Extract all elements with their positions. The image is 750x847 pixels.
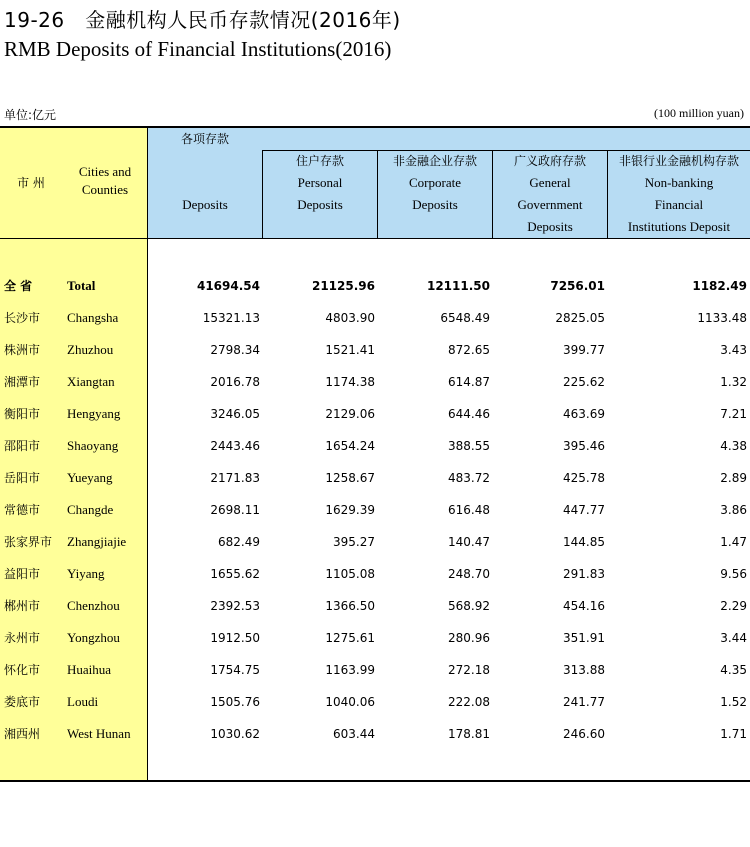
row-city-en: Yueyang xyxy=(67,470,113,485)
row-government: 463.69 xyxy=(563,407,605,421)
row-city-en: Total xyxy=(67,278,96,293)
row-city-cn: 常德市 xyxy=(4,503,41,517)
row-deposits: 1912.50 xyxy=(210,631,260,645)
row-corporate: 280.96 xyxy=(448,631,490,645)
row-city-en: Changsha xyxy=(67,310,119,325)
row-deposits: 2392.53 xyxy=(210,599,260,613)
row-corporate: 614.87 xyxy=(448,375,490,389)
row-nonbank: 3.86 xyxy=(720,503,747,517)
row-city-en: Xiangtan xyxy=(67,374,115,389)
row-city-en: Shaoyang xyxy=(67,438,119,453)
row-city-en: Zhuzhou xyxy=(67,342,114,357)
row-nonbank: 3.43 xyxy=(720,343,747,357)
table-row-total xyxy=(0,270,750,302)
row-government: 225.62 xyxy=(563,375,605,389)
row-nonbank: 1.47 xyxy=(720,535,747,549)
header-gov-cn: 广义政府存款 xyxy=(513,154,586,168)
row-nonbank: 1133.48 xyxy=(697,311,747,325)
row-city-en: Chenzhou xyxy=(67,598,120,613)
row-personal: 1105.08 xyxy=(325,567,375,581)
row-city-cn: 郴州市 xyxy=(4,599,41,613)
row-personal: 1654.24 xyxy=(325,439,375,453)
row-city-en: Yiyang xyxy=(67,566,105,581)
row-deposits: 2698.11 xyxy=(210,503,260,517)
row-city-cn: 岳阳市 xyxy=(4,471,41,485)
header-corporate-cn: 非金融企业存款 xyxy=(392,154,477,168)
row-city-cn: 益阳市 xyxy=(4,567,41,581)
row-corporate: 248.70 xyxy=(448,567,490,581)
row-nonbank: 4.35 xyxy=(720,663,747,677)
row-nonbank: 2.89 xyxy=(720,471,747,485)
row-nonbank: 2.29 xyxy=(720,599,747,613)
row-city-cn: 衡阳市 xyxy=(4,407,41,421)
row-personal: 21125.96 xyxy=(311,279,375,293)
row-nonbank: 7.21 xyxy=(720,407,747,421)
row-city-cn: 怀化市 xyxy=(4,663,41,677)
header-deposits-en: Deposits xyxy=(182,197,228,212)
table-bottom-rule xyxy=(0,780,750,782)
row-nonbank: 9.56 xyxy=(720,567,747,581)
table-row xyxy=(0,558,750,590)
header-nonbank-en-2: Financial xyxy=(654,197,704,212)
row-personal: 4803.90 xyxy=(325,311,375,325)
row-city-cn: 邵阳市 xyxy=(4,439,41,453)
row-personal: 1521.41 xyxy=(325,343,375,357)
table-row xyxy=(0,334,750,366)
table-row xyxy=(0,430,750,462)
row-deposits: 1655.62 xyxy=(210,567,260,581)
row-deposits: 2443.46 xyxy=(210,439,260,453)
row-government: 454.16 xyxy=(563,599,605,613)
row-government: 313.88 xyxy=(563,663,605,677)
table-row xyxy=(0,526,750,558)
row-government: 447.77 xyxy=(563,503,605,517)
table-row xyxy=(0,654,750,686)
table-number: 19-26 xyxy=(4,8,65,32)
row-city-cn: 湘西州 xyxy=(4,727,41,741)
row-government: 395.46 xyxy=(563,439,605,453)
header-deposits-cn: 各项存款 xyxy=(180,132,229,146)
page-title-en: RMB Deposits of Financial Institutions(2016) xyxy=(4,37,392,61)
row-nonbank: 1.52 xyxy=(720,695,747,709)
row-personal: 1275.61 xyxy=(325,631,375,645)
row-corporate: 140.47 xyxy=(448,535,490,549)
row-city-en: Yongzhou xyxy=(67,630,120,645)
header-bottom-rule xyxy=(0,238,750,239)
row-government: 2825.05 xyxy=(555,311,605,325)
header-personal-en-2: Deposits xyxy=(297,197,343,212)
row-corporate: 6548.49 xyxy=(440,311,490,325)
table-row xyxy=(0,718,750,750)
row-corporate: 568.92 xyxy=(448,599,490,613)
row-personal: 1366.50 xyxy=(325,599,375,613)
row-city-en: Hengyang xyxy=(67,406,121,421)
row-deposits: 2016.78 xyxy=(210,375,260,389)
row-city-cn: 株洲市 xyxy=(4,343,41,357)
row-government: 246.60 xyxy=(563,727,605,741)
table-row xyxy=(0,302,750,334)
row-government: 241.77 xyxy=(563,695,605,709)
unit-label-en: (100 million yuan) xyxy=(654,106,744,120)
header-corporate-en-2: Deposits xyxy=(412,197,458,212)
row-personal: 1629.39 xyxy=(325,503,375,517)
header-gov-en-2: Government xyxy=(517,197,583,212)
row-corporate: 178.81 xyxy=(448,727,490,741)
row-city-cn: 张家界市 xyxy=(4,535,53,549)
row-corporate: 872.65 xyxy=(448,343,490,357)
table-row xyxy=(0,366,750,398)
table-row xyxy=(0,462,750,494)
row-deposits: 1505.76 xyxy=(210,695,260,709)
header-gov-en-3: Deposits xyxy=(527,219,573,234)
row-city-en: Zhangjiajie xyxy=(67,534,127,549)
row-personal: 395.27 xyxy=(333,535,375,549)
header-corporate xyxy=(378,150,492,216)
table-row xyxy=(0,398,750,430)
header-government xyxy=(493,150,607,238)
unit-label-cn: 单位:亿元 xyxy=(4,108,57,122)
row-city-cn: 永州市 xyxy=(4,631,41,645)
row-personal: 1174.38 xyxy=(325,375,375,389)
row-corporate: 388.55 xyxy=(448,439,490,453)
header-nonbank-en-3: Institutions Deposit xyxy=(627,219,731,234)
row-nonbank: 1.71 xyxy=(720,727,747,741)
row-city-cn: 湘潭市 xyxy=(4,375,41,389)
row-deposits: 3246.05 xyxy=(210,407,260,421)
page-title-cn xyxy=(4,4,401,33)
header-city-en-line1: Cities and xyxy=(78,164,132,179)
row-corporate: 12111.50 xyxy=(426,279,490,293)
row-personal: 1258.67 xyxy=(325,471,375,485)
row-corporate: 272.18 xyxy=(448,663,490,677)
row-city-en: West Hunan xyxy=(67,726,131,741)
row-deposits: 15321.13 xyxy=(202,311,260,325)
row-deposits: 1754.75 xyxy=(210,663,260,677)
header-city-en-line2: Counties xyxy=(81,182,129,197)
row-nonbank: 1182.49 xyxy=(692,279,747,293)
header-personal-en-1: Personal xyxy=(297,175,343,190)
row-nonbank: 4.38 xyxy=(720,439,747,453)
row-city-en: Loudi xyxy=(67,694,99,709)
table-row xyxy=(0,686,750,718)
row-personal: 2129.06 xyxy=(325,407,375,421)
row-deposits: 2171.83 xyxy=(210,471,260,485)
row-deposits: 2798.34 xyxy=(210,343,260,357)
header-city-en xyxy=(62,163,148,199)
title-cn-text: 金融机构人民币存款情况(2016年) xyxy=(85,8,401,32)
row-government: 7256.01 xyxy=(550,279,605,293)
row-corporate: 222.08 xyxy=(448,695,490,709)
row-city-cn: 长沙市 xyxy=(4,311,41,325)
header-personal-cn: 住户存款 xyxy=(295,154,344,168)
row-government: 425.78 xyxy=(563,471,605,485)
header-corporate-en-1: Corporate xyxy=(409,175,461,190)
row-city-en: Changde xyxy=(67,502,114,517)
header-nonbank-cn: 非银行业金融机构存款 xyxy=(618,154,739,168)
row-government: 351.91 xyxy=(563,631,605,645)
row-corporate: 644.46 xyxy=(448,407,490,421)
row-deposits: 41694.54 xyxy=(196,279,260,293)
table-top-rule xyxy=(0,126,750,128)
row-government: 399.77 xyxy=(563,343,605,357)
header-nonbank-en-1: Non-banking xyxy=(644,175,714,190)
row-government: 291.83 xyxy=(563,567,605,581)
row-personal: 1040.06 xyxy=(325,695,375,709)
row-deposits: 1030.62 xyxy=(210,727,260,741)
row-corporate: 616.48 xyxy=(448,503,490,517)
header-city-cn: 市 州 xyxy=(17,176,45,190)
header-personal xyxy=(263,150,377,216)
row-personal: 603.44 xyxy=(333,727,375,741)
table-row xyxy=(0,494,750,526)
table-row xyxy=(0,590,750,622)
row-city-cn: 娄底市 xyxy=(4,695,41,709)
row-city-cn: 全 省 xyxy=(4,279,33,293)
table-row xyxy=(0,622,750,654)
row-corporate: 483.72 xyxy=(448,471,490,485)
row-deposits: 682.49 xyxy=(218,535,260,549)
row-nonbank: 3.44 xyxy=(720,631,747,645)
header-gov-en-1: General xyxy=(529,175,571,190)
row-nonbank: 1.32 xyxy=(720,375,747,389)
row-government: 144.85 xyxy=(563,535,605,549)
row-personal: 1163.99 xyxy=(325,663,375,677)
header-nonbank xyxy=(608,150,750,238)
row-city-en: Huaihua xyxy=(67,662,112,677)
